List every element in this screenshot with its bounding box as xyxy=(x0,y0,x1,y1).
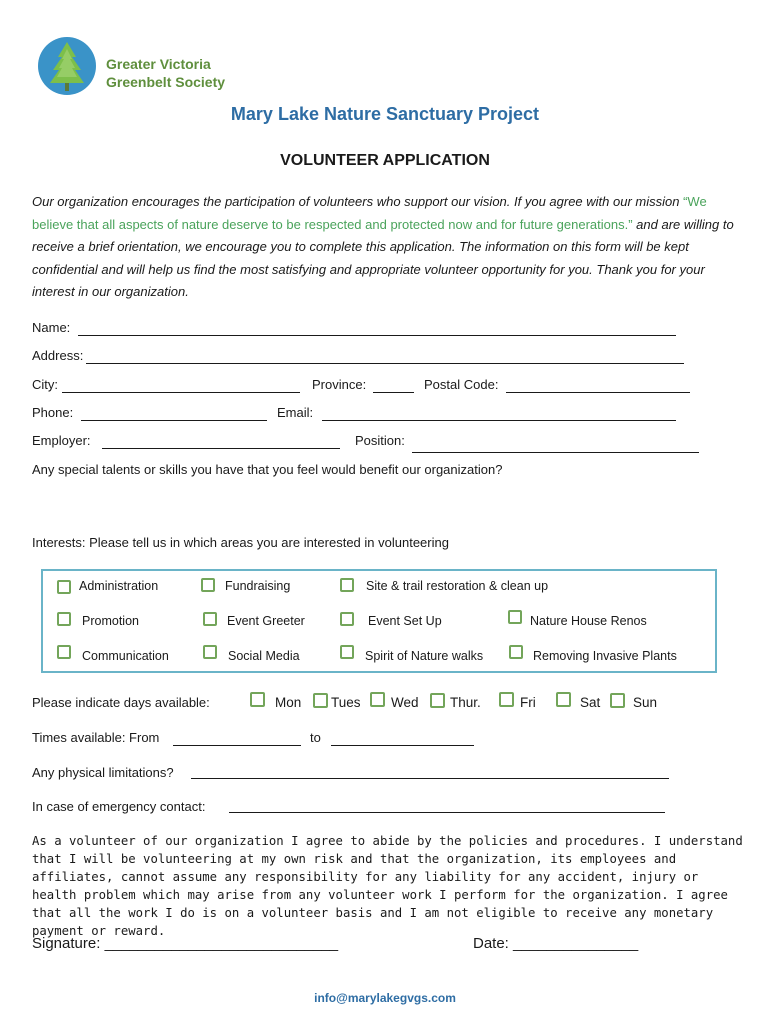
day-mon-checkbox[interactable] xyxy=(250,692,265,707)
interests-prompt: Interests: Please tell us in which areas you are interested in volunteering xyxy=(32,535,449,550)
signature-field[interactable]: ____________________________ xyxy=(104,935,339,952)
emergency-field[interactable] xyxy=(229,812,665,813)
signature-row[interactable] xyxy=(32,935,338,952)
phone-label: Phone: xyxy=(32,405,74,420)
day-thur-checkbox[interactable] xyxy=(430,693,445,708)
day-wed-checkbox[interactable] xyxy=(370,692,385,707)
emergency-label: In case of emergency contact: xyxy=(32,799,206,814)
interest-fundraising-checkbox[interactable] xyxy=(201,578,215,592)
interest-administration-label: Administration xyxy=(79,579,159,593)
postal-code-field[interactable] xyxy=(506,392,690,393)
mission-statement: “We believe that all aspects of nature deserve to be respected and protected now and for future generations.” xyxy=(32,194,707,232)
employer-field[interactable] xyxy=(102,448,340,449)
project-title: Mary Lake Nature Sanctuary Project xyxy=(230,104,540,124)
interest-communication-label: Communication xyxy=(82,649,169,663)
interest-promotion-checkbox[interactable] xyxy=(57,612,71,626)
day-wed-label: Wed xyxy=(391,695,419,710)
address-label: Address: xyxy=(32,348,84,363)
org-name-line2: Greenbelt Society xyxy=(106,74,226,90)
interest-social-media-label: Social Media xyxy=(228,649,300,663)
province-label: Province: xyxy=(312,377,367,392)
days-label: Please indicate days available: xyxy=(32,695,210,710)
email-field[interactable] xyxy=(322,420,676,421)
times-from-field[interactable] xyxy=(173,745,301,746)
day-sun-label: Sun xyxy=(633,695,658,710)
form-title: VOLUNTEER APPLICATION xyxy=(280,152,490,169)
day-sat-checkbox[interactable] xyxy=(556,692,571,707)
interest-event-setup-checkbox[interactable] xyxy=(340,612,354,626)
interest-communication-checkbox[interactable] xyxy=(57,645,71,659)
position-field[interactable] xyxy=(412,452,699,453)
interest-administration-checkbox[interactable] xyxy=(57,580,71,594)
times-to-label: to xyxy=(310,730,321,745)
interest-event-greeter-label: Event Greeter xyxy=(227,614,305,628)
interest-invasive-plants-label: Removing Invasive Plants xyxy=(533,649,677,663)
name-label: Name: xyxy=(32,320,71,335)
city-label: City: xyxy=(32,377,58,392)
limitations-label: Any physical limitations? xyxy=(32,765,174,780)
tree-logo-icon xyxy=(38,37,96,95)
interest-promotion-label: Promotion xyxy=(82,614,139,628)
day-fri-checkbox[interactable] xyxy=(499,692,514,707)
day-sat-label: Sat xyxy=(580,695,601,710)
day-mon-label: Mon xyxy=(275,695,302,710)
address-field[interactable] xyxy=(86,363,684,364)
phone-field[interactable] xyxy=(81,420,267,421)
talents-question: Any special talents or skills you have that you feel would benefit our organization? xyxy=(32,462,503,477)
limitations-field[interactable] xyxy=(191,778,669,779)
interest-site-trail-checkbox[interactable] xyxy=(340,578,354,592)
day-thur-label: Thur. xyxy=(450,695,481,710)
date-label: Date: xyxy=(473,935,509,952)
interest-spirit-walks-checkbox[interactable] xyxy=(340,645,354,659)
province-field[interactable] xyxy=(373,392,414,393)
interest-fundraising-label: Fundraising xyxy=(225,579,291,593)
date-field[interactable]: _______________ xyxy=(513,935,639,952)
intro-paragraph xyxy=(32,191,744,304)
org-name-line1: Greater Victoria xyxy=(106,56,211,72)
employer-label: Employer: xyxy=(32,433,91,448)
postal-code-label: Postal Code: xyxy=(424,377,499,392)
interest-social-media-checkbox[interactable] xyxy=(203,645,217,659)
email-label: Email: xyxy=(277,405,314,420)
day-sun-checkbox[interactable] xyxy=(610,693,625,708)
interest-nature-house-label: Nature House Renos xyxy=(530,614,647,628)
name-field[interactable] xyxy=(78,335,676,336)
day-fri-label: Fri xyxy=(520,695,536,710)
times-to-field[interactable] xyxy=(331,745,474,746)
date-row[interactable] xyxy=(473,935,638,952)
interest-event-setup-label: Event Set Up xyxy=(368,614,442,628)
day-tues-checkbox[interactable] xyxy=(313,693,328,708)
interest-nature-house-checkbox[interactable] xyxy=(508,610,522,624)
times-from-label: Times available: From xyxy=(32,730,160,745)
signature-label: Signature: xyxy=(32,935,101,952)
city-field[interactable] xyxy=(62,392,300,393)
intro-part2: and are willing to receive a brief orientation, we encourage you to complete this application. The information on this form will be kept confidential and will help us find the most satisfying and appropriate volunteer opportunity for you. Thank you for your interest in our organization. xyxy=(32,216,734,299)
interest-invasive-plants-checkbox[interactable] xyxy=(509,645,523,659)
day-tues-label: Tues xyxy=(331,695,361,710)
interest-spirit-walks-label: Spirit of Nature walks xyxy=(365,649,484,663)
volunteer-agreement: As a volunteer of our organization I agree to abide by the policies and procedures. I understand that I will be volunteering at my own risk and that the organization, its employees and affiliates, cannot assume any responsibility for any liability for any accident, injury or health problem which may arise from any volunteer work I perform for the organization. I agree that all the work I do is on a volunteer basis and I am not eligible to receive any monetary payment or reward. xyxy=(32,834,743,938)
interest-site-trail-label: Site & trail restoration & clean up xyxy=(366,579,549,593)
position-label: Position: xyxy=(355,433,405,448)
contact-email[interactable]: info@marylakegvgs.com xyxy=(314,991,456,1005)
intro-part1: Our organization encourages the participation of volunteers who support our vision. If you agree with our mission xyxy=(32,194,680,209)
interest-event-greeter-checkbox[interactable] xyxy=(203,612,217,626)
